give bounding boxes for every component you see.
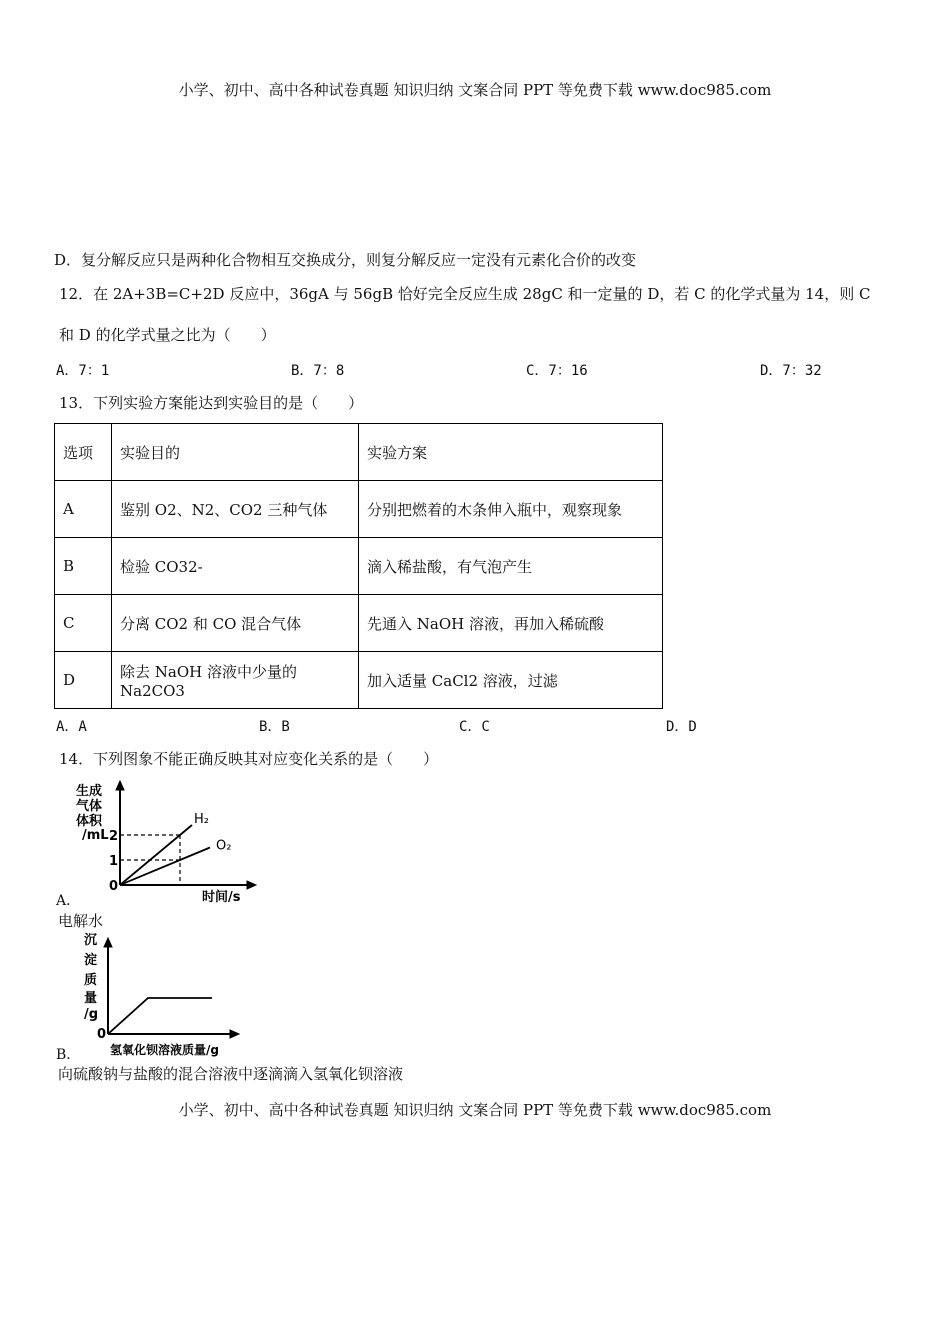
q14-option-b-caption: 向硫酸钠与盐酸的混合溶液中逐滴滴入氢氧化钡溶液 [58,1065,404,1083]
electrolysis-chart [74,775,264,905]
q13-option-d: D．D [666,719,697,735]
table-cell: 先通入 NaOH 溶液，再加入稀硫酸 [359,595,663,652]
y-axis-arrow-icon [116,781,124,790]
q14-option-a-label: A． [56,893,81,909]
q12-option-c: C．7：16 [526,363,588,379]
q14-stem: 14．下列图象不能正确反映其对应变化关系的是（ ） [59,750,439,768]
table-row [55,595,663,652]
table-cell: 除去 NaOH 溶液中少量的 Na2CO3 [112,652,359,709]
q12-option-b: B．7：8 [291,363,345,379]
table-cell: 检验 CO32- [112,538,359,595]
series-line-h2 [120,825,192,885]
q13-option-c: C．C [459,719,490,735]
y-axis-label-line: 量 [84,991,98,1006]
table-header-row [55,424,663,481]
table-header-cell: 实验目的 [112,424,359,481]
series-line-precipitate [108,998,212,1034]
y-axis-arrow-icon [104,938,112,947]
table-cell: 分离 CO2 和 CO 混合气体 [112,595,359,652]
y-tick-label: 1 [109,854,119,869]
x-axis-label: 氢氧化钡溶液质量/g [110,1043,219,1057]
y-axis-label-line: 气体 [76,799,103,814]
table-header-cell: 实验方案 [359,424,663,481]
q12-stem-line2: 和 D 的化学式量之比为（ ） [59,326,276,344]
y-axis-label-line: 体积 [76,814,103,829]
q14-option-a-caption: 电解水 [58,912,104,930]
table-row [55,538,663,595]
table-cell: D [55,652,112,709]
y-axis-label-line: 质 [84,973,98,988]
x-axis-arrow-icon [230,1030,239,1038]
y-axis-label-line: /mL [82,828,109,843]
table-cell: 加入适量 CaCl2 溶液，过滤 [359,652,663,709]
y-tick-label: 0 [109,879,119,894]
y-axis-label-line: 淀 [84,953,98,968]
series-label: O₂ [216,838,232,854]
table-cell: 鉴别 O2、N2、CO2 三种气体 [112,481,359,538]
table-cell: B [55,538,112,595]
table-row [55,481,663,538]
q12-option-a: A．7：1 [56,363,110,379]
q12-option-d: D．7：32 [760,363,822,379]
y-axis-label-line: 沉 [84,933,98,948]
q13-option-b: B．B [259,719,290,735]
series-line-o2 [120,848,210,886]
q14-option-b-label: B． [56,1047,81,1063]
table-cell: A [55,481,112,538]
q11-option-d: D．复分解反应只是两种化合物相互交换成分，则复分解反应一定没有元素化合价的改变 [54,251,637,269]
x-axis-arrow-icon [247,881,256,889]
q13-stem: 13．下列实验方案能达到实验目的是（ ） [59,394,364,412]
table-header-cell: 选项 [55,424,112,481]
table-row [55,652,663,709]
experiment-table [54,423,663,709]
precipitate-chart [74,930,250,1060]
y-axis-label-line: 生成 [76,784,103,799]
page-footer: 小学、初中、高中各种试卷真题 知识归纳 文案合同 PPT 等免费下载 www.doc985.com [178,1101,772,1119]
page-header: 小学、初中、高中各种试卷真题 知识归纳 文案合同 PPT 等免费下载 www.doc985.com [178,81,772,99]
y-tick-label: 2 [109,829,119,844]
series-label: H₂ [194,812,209,827]
q12-stem-line1: 12．在 2A+3B=C+2D 反应中，36gA 与 56gB 恰好完全反应生成 28gC 和一定量的 D，若 C 的化学式量为 14，则 C [59,285,871,303]
table-cell: 滴入稀盐酸，有气泡产生 [359,538,663,595]
y-axis-label-line: /g [84,1007,99,1022]
x-axis-label: 时间/s [202,890,241,905]
table-cell: C [55,595,112,652]
y-tick-label: 0 [97,1027,107,1042]
q13-option-a: A．A [56,719,87,735]
table-cell: 分别把燃着的木条伸入瓶中，观察现象 [359,481,663,538]
